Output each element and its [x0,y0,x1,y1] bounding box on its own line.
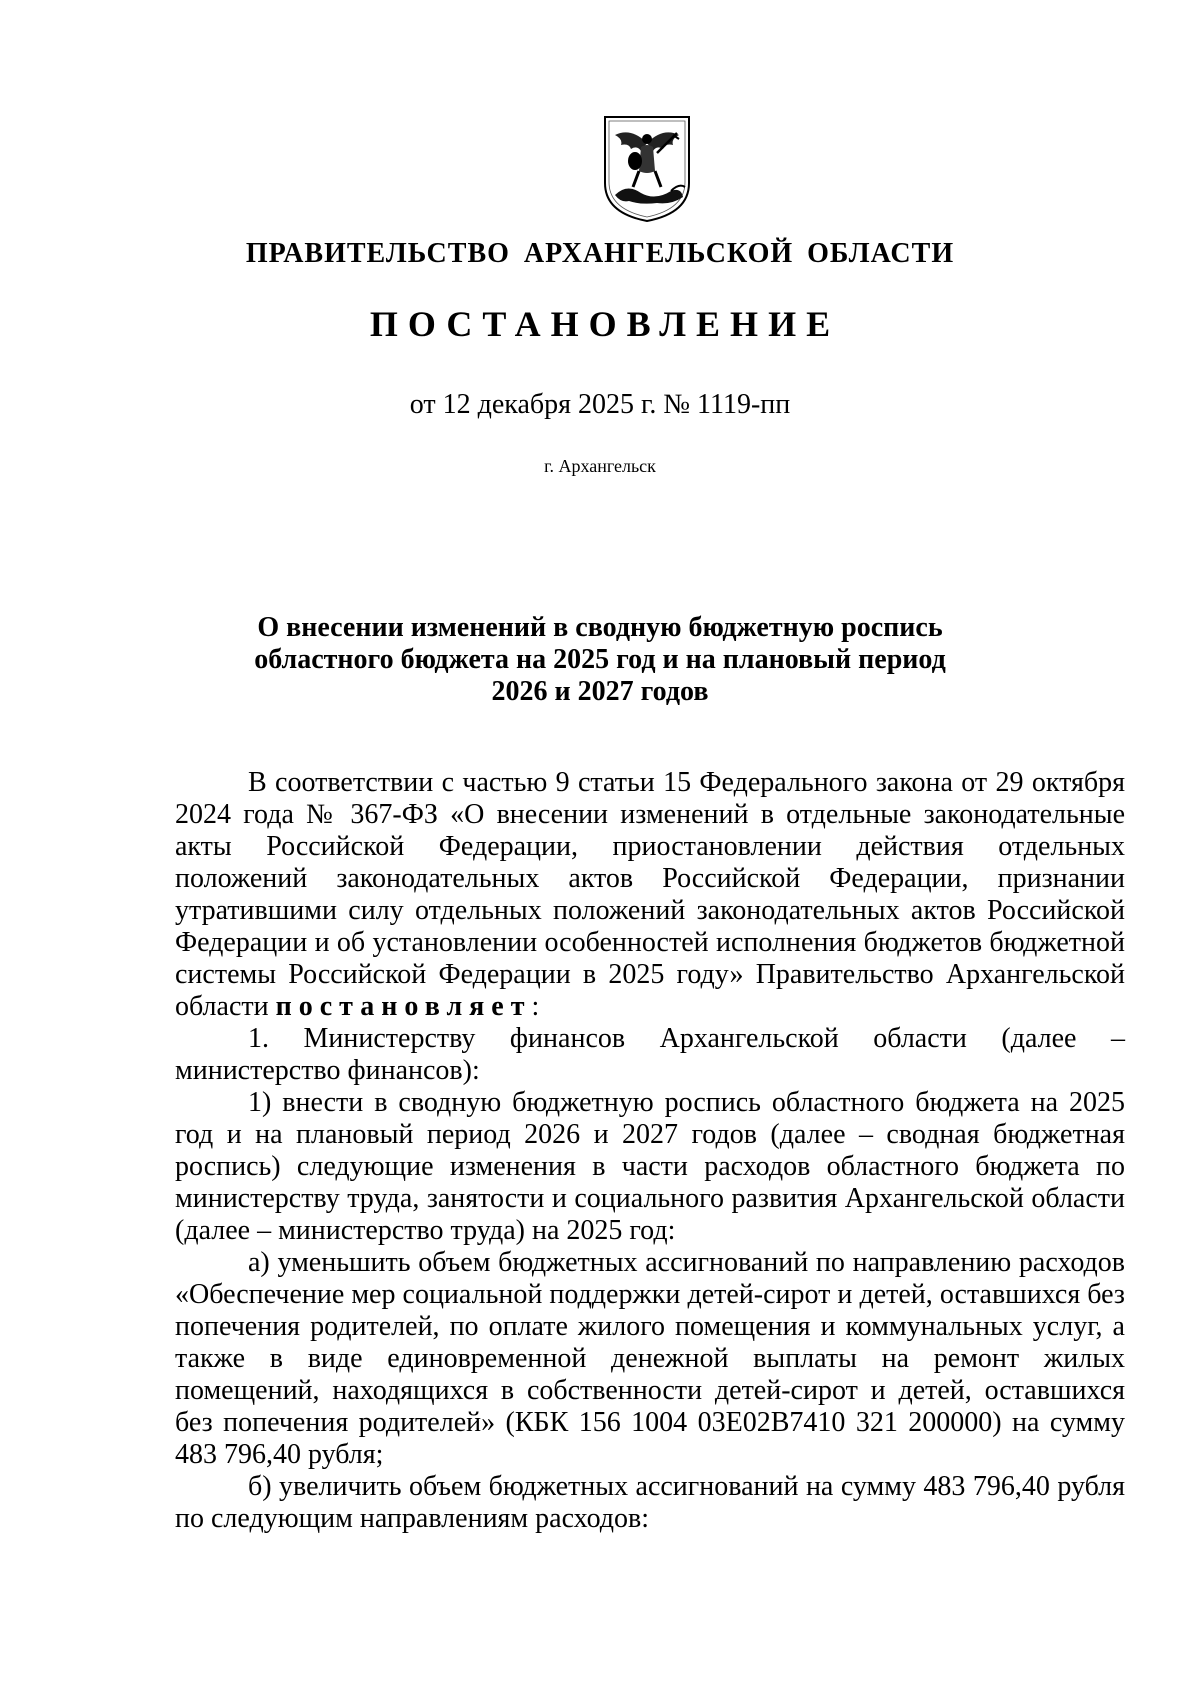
document-date-number: от 12 декабря 2025 г. № 1119-пп [409,389,791,420]
paragraph-subitem-b: б) увеличить объем бюджетных ассигнований на сумму 483 796,40 рубля по следующим направлениям расходов: [175,1471,1125,1534]
title-line-3: 2026 и 2027 годов [491,676,709,707]
document-city: г. Архангельск [544,456,656,476]
coat-of-arms-emblem [601,113,693,225]
preamble-text: В соответствии с частью 9 статьи 15 Федерального закона от 29 октября 2024 года № 367-ФЗ «О внесении изменений в отдельные законодательные акты Российской Федерации, приостановлении действия отдельных положений законодательных актов Российской Федерации, признании утратившими силу отдельных положений законодательных актов Российской Федерации и об установлении особенностей исполнения бюджетов бюджетной системы Российской Федерации в 2025 году» Правительство Архангельской области [175,767,1125,1022]
title-line-1: О внесении изменений в сводную бюджетную роспись [257,612,943,643]
title-line-2: областного бюджета на 2025 год и на плановый период [254,644,946,675]
document-type-heading: ПОСТАНОВЛЕНИЕ [369,304,841,344]
resolves-emphasis: постановляет [275,991,532,1022]
paragraph-preamble [175,767,1125,1023]
paragraph-subitem-a: а) уменьшить объем бюджетных ассигнований по направлению расходов «Обеспечение мер социальной поддержки детей-сирот и детей, оставшихся без попечения родителей, по оплате жилого помещения и коммунальных услуг, а также в виде единовременной денежной выплаты на ремонт жилых помещений, находящихся в собственности детей-сирот и детей, оставшихся без попечения родителей» (КБК 156 1004 03Е02В7410 321 200000) на сумму 483 796,40 рубля; [175,1247,1125,1470]
preamble-colon: : [531,991,540,1022]
paragraph-item-1: 1. Министерству финансов Архангельской области (далее – министерство финансов): [175,1023,1125,1086]
paragraph-subitem-1: 1) внести в сводную бюджетную роспись областного бюджета на 2025 год и на плановый период 2026 и 2027 годов (далее – сводная бюджетная роспись) следующие изменения в части расходов областного бюджета по министерству труда, занятости и социального развития Архангельской области (далее – министерство труда) на 2025 год: [175,1087,1125,1246]
document-title [0,612,1200,708]
government-name: ПРАВИТЕЛЬСТВО АРХАНГЕЛЬСКОЙ ОБЛАСТИ [245,238,955,269]
document-body [175,767,1125,1535]
coat-of-arms-icon [601,113,693,225]
